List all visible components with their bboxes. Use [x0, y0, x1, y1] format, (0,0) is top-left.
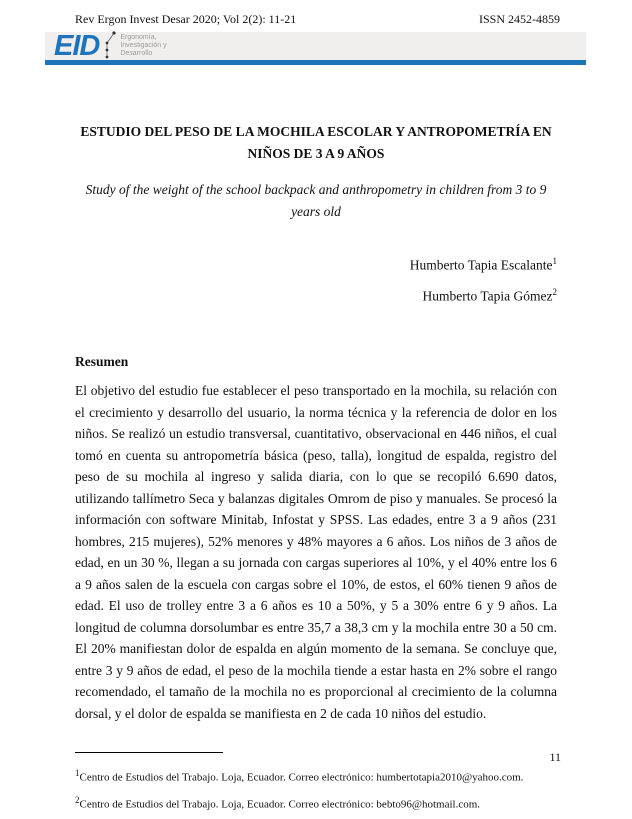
running-head [0, 0, 632, 30]
issn: ISSN 2452-4859 [478, 12, 560, 26]
abstract-heading: Resumen [75, 354, 129, 369]
footnote-2-text: Centro de Estudios del Trabajo. Loja, Ecuador. Correo electrónico: bebto96@hotmail.com. [79, 798, 481, 811]
author-1-affiliation-marker: 1 [552, 256, 557, 266]
constellation-icon [102, 31, 118, 61]
author-2-name: Humberto Tapia Gómez [422, 288, 553, 303]
article-title-english: Study of the weight of the school backpack and anthropometry in children from 3 to 9 years old [85, 182, 547, 219]
journal-banner [45, 32, 586, 65]
footnote-block [75, 752, 557, 815]
author-2-affiliation-marker: 2 [552, 286, 557, 297]
page-number: 11 [549, 750, 561, 764]
logo-tagline-line3: Desarrollo [120, 50, 153, 57]
footnote-1-text: Centro de Estudios del Trabajo. Loja, Ecuador. Correo electrónico: humbertotapia2010@yahoo.com. [79, 771, 524, 784]
logo-tagline-line1: Ergonomía, [120, 34, 157, 41]
author-1 [75, 248, 557, 279]
footnote-1-marker: 1 [75, 768, 80, 778]
journal-logo [54, 31, 167, 61]
journal-reference: Rev Ergon Invest Desar 2020; Vol 2(2): 11-21 [75, 12, 297, 26]
author-list [75, 248, 557, 309]
footnote-2-marker: 2 [75, 794, 80, 805]
author-2 [75, 279, 557, 310]
logo-acronym: EID [54, 30, 100, 62]
logo-tagline [120, 34, 166, 58]
footnote-divider [75, 752, 223, 753]
abstract-text: El objetivo del estudio fue establecer el peso transportado en la mochila, su relación con el crecimiento y desarrollo del usuario, la norma técnica y la referencia de dolor en los niños. Se realizó un estudio transversal, cuantitativo, observacional en 446 niños, el cual tomó en cuenta su antropometría básica (peso, talla), longitud de espalda, registro del peso de su mochila al ingreso y salida diaria, con lo que se recopiló 6.690 datos, utilizando tallímetro Seca y balanzas digitales Omrom de piso y manuales. Se procesó la información con software Minitab, Infostat y SPSS. Las edades, entre 3 a 9 años (231 hombres, 215 mujeres), 52% menores y 48% mayores a 6 años. Los niños de 3 años de edad, en un 30 %, llegan a su jornada con cargas superiores al 10%, y el 40% entre los 6 a 9 años salen de la escuela con cargas sobre el 10%, de estos, el 60% tienen 9 años de edad. El uso de trolley entre 3 a 6 años es 10 a 50%, y 5 a 30% entre 6 y 9 años. La longitud de columna dorsolumbar es entre 35,7 a 38,3 cm y la mochila entre 30 a 50 cm. El 20% manifiestan dolor de espalda en algún momento de la semana. Se concluye que, entre 3 y 9 años de edad, el peso de la mochila tiende a estar hasta en 2% sobre el rango recomendado, el tamaño de la mochila no es proporcional al crecimiento de la columna dorsal, y el dolor de espalda se manifiesta en 2 de cada 10 niños del estudio. [75, 383, 557, 721]
logo-tagline-line2: Investigación y [120, 42, 167, 49]
article-content [75, 121, 557, 724]
footnote-2 [75, 789, 557, 816]
author-1-name: Humberto Tapia Escalante [409, 257, 553, 273]
article-title-spanish: ESTUDIO DEL PESO DE LA MOCHILA ESCOLAR Y ANTROPOMETRÍA EN NIÑOS DE 3 A 9 AÑOS [80, 124, 552, 161]
footnote-1 [75, 762, 557, 789]
